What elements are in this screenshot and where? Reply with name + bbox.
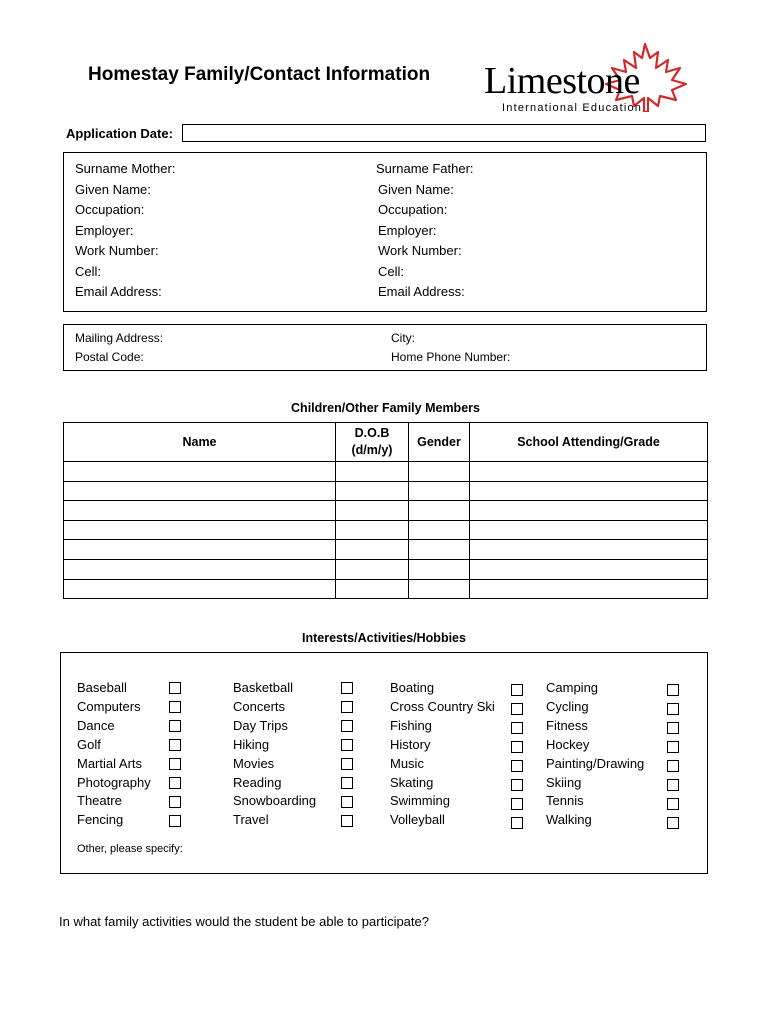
interests-column-3 — [390, 679, 495, 830]
interest-checkbox[interactable] — [341, 720, 353, 732]
application-date-field[interactable] — [182, 124, 706, 142]
dob-header — [336, 423, 409, 462]
home-phone-field[interactable]: Home Phone Number: — [391, 350, 511, 364]
interest-checkbox[interactable] — [341, 796, 353, 808]
gender-cell[interactable] — [409, 559, 470, 579]
interest-label: History — [390, 736, 431, 752]
father-field[interactable]: Work Number: — [378, 243, 462, 258]
interest-label: Travel — [233, 812, 269, 828]
address-box — [63, 324, 707, 371]
interest-label: Dance — [77, 717, 115, 733]
interests-column-1 — [77, 679, 151, 830]
father-field[interactable]: Cell: — [378, 263, 405, 279]
school-cell[interactable] — [470, 540, 708, 560]
school-cell[interactable] — [470, 579, 708, 599]
interest-label: Photography — [77, 774, 151, 790]
family-activities-question: In what family activities would the student be able to participate? — [59, 914, 429, 929]
interest-label: Walking — [546, 812, 592, 828]
interest-checkbox[interactable] — [341, 777, 353, 789]
mother-fields — [75, 159, 175, 303]
mother-field[interactable]: Surname Mother: — [75, 161, 176, 176]
father-field[interactable]: Employer: — [378, 222, 437, 238]
mother-field[interactable]: Email Address: — [75, 284, 162, 299]
family-members-table — [63, 422, 708, 599]
interest-label: Volleyball — [390, 812, 445, 828]
page-title: Homestay Family/Contact Information — [88, 64, 431, 85]
father-field[interactable]: Occupation: — [378, 202, 448, 217]
name-cell[interactable] — [64, 481, 336, 501]
interest-label: Cycling — [546, 698, 589, 714]
interest-label: Computers — [77, 698, 141, 714]
interest-label: Theatre — [77, 793, 122, 809]
dob-cell[interactable] — [336, 520, 409, 540]
interest-label: Reading — [233, 774, 282, 790]
dob-cell[interactable] — [336, 559, 409, 579]
interest-label: Swimming — [390, 793, 450, 809]
dob-cell[interactable] — [336, 462, 409, 482]
interest-checkbox[interactable] — [667, 798, 679, 810]
interest-checkbox[interactable] — [511, 741, 523, 753]
interest-label: Cross Country Ski — [390, 698, 495, 714]
father-fields — [376, 159, 474, 303]
mother-field[interactable]: Work Number: — [75, 243, 159, 258]
gender-cell[interactable] — [409, 520, 470, 540]
mailing-address-field[interactable]: Mailing Address: — [75, 331, 164, 345]
logo-subtitle: International Education — [502, 102, 643, 114]
mother-field[interactable]: Occupation: — [75, 202, 145, 217]
parents-info-box — [63, 152, 707, 312]
limestone-logo — [478, 42, 693, 114]
interest-checkbox[interactable] — [511, 798, 523, 810]
dob-header-line1: D.O.B — [354, 426, 390, 440]
city-field[interactable]: City: — [391, 331, 415, 345]
interest-checkbox[interactable] — [169, 682, 181, 694]
interest-label: Day Trips — [233, 717, 288, 733]
table-row — [64, 501, 708, 521]
interest-label: Fishing — [390, 717, 432, 733]
interest-label: Skiing — [546, 774, 582, 790]
interest-label: Skating — [390, 774, 434, 790]
mother-field[interactable]: Given Name: — [75, 181, 151, 197]
interest-label: Camping — [546, 680, 599, 695]
interest-checkbox[interactable] — [667, 741, 679, 753]
interest-checkbox[interactable] — [169, 739, 181, 751]
name-header: Name — [64, 423, 336, 462]
interest-label: Golf — [77, 736, 101, 752]
interest-label: Concerts — [233, 698, 286, 714]
interest-checkbox[interactable] — [511, 760, 523, 772]
interest-checkbox[interactable] — [169, 758, 181, 770]
interest-checkbox[interactable] — [341, 682, 353, 694]
name-cell[interactable] — [64, 501, 336, 521]
interests-box — [60, 652, 708, 874]
interest-checkbox[interactable] — [511, 703, 523, 715]
interest-checkbox[interactable] — [169, 796, 181, 808]
interest-label: Painting/Drawing — [546, 755, 645, 771]
interest-label: Tennis — [546, 793, 584, 809]
gender-cell[interactable] — [409, 579, 470, 599]
interest-checkbox[interactable] — [341, 815, 353, 827]
table-row — [64, 540, 708, 560]
interest-checkbox[interactable] — [169, 815, 181, 827]
interests-section-title: Interests/Activities/Hobbies — [302, 631, 466, 645]
table-row — [64, 559, 708, 579]
table-row — [64, 481, 708, 501]
dob-cell[interactable] — [336, 501, 409, 521]
name-cell[interactable] — [64, 559, 336, 579]
father-field[interactable]: Email Address: — [378, 284, 465, 299]
interest-label: Hockey — [546, 736, 590, 752]
interest-label: Boating — [390, 680, 435, 695]
mother-field[interactable]: Cell: — [75, 263, 102, 279]
interest-checkbox[interactable] — [667, 703, 679, 715]
mother-field[interactable]: Employer: — [75, 222, 134, 238]
logo-wordmark: Limestone — [484, 60, 640, 102]
interest-label: Fitness — [546, 717, 588, 733]
interests-column-4 — [546, 679, 644, 830]
interest-label: Movies — [233, 755, 275, 771]
interest-checkbox[interactable] — [667, 722, 679, 734]
school-cell[interactable] — [470, 559, 708, 579]
school-cell[interactable] — [470, 520, 708, 540]
father-field[interactable]: Surname Father: — [376, 161, 474, 176]
dob-cell[interactable] — [336, 481, 409, 501]
interest-label: Fencing — [77, 812, 124, 828]
gender-cell[interactable] — [409, 540, 470, 560]
table-header-row — [64, 423, 708, 462]
interest-checkbox[interactable] — [511, 684, 523, 696]
interest-checkbox[interactable] — [169, 777, 181, 789]
school-cell[interactable] — [470, 481, 708, 501]
interest-label: Basketball — [233, 680, 293, 695]
name-cell[interactable] — [64, 540, 336, 560]
table-row — [64, 462, 708, 482]
interest-checkbox[interactable] — [341, 701, 353, 713]
interest-checkbox[interactable] — [511, 722, 523, 734]
interest-checkbox[interactable] — [169, 701, 181, 713]
interests-column-2 — [233, 679, 316, 830]
interest-checkbox[interactable] — [667, 779, 679, 791]
name-cell[interactable] — [64, 579, 336, 599]
gender-cell[interactable] — [409, 481, 470, 501]
other-specify-field[interactable]: Other, please specify: — [77, 843, 183, 855]
interest-label: Martial Arts — [77, 755, 143, 771]
father-field[interactable]: Given Name: — [378, 181, 454, 197]
name-cell[interactable] — [64, 520, 336, 540]
family-section-title: Children/Other Family Members — [291, 401, 480, 415]
interest-label: Hiking — [233, 736, 270, 752]
interest-checkbox[interactable] — [511, 779, 523, 791]
interest-label: Music — [390, 755, 424, 771]
interest-label: Snowboarding — [233, 793, 317, 809]
postal-code-field[interactable]: Postal Code: — [75, 350, 144, 364]
interest-checkbox[interactable] — [667, 817, 679, 829]
application-date-label: Application Date: — [66, 126, 173, 141]
dob-cell[interactable] — [336, 579, 409, 599]
gender-cell[interactable] — [409, 462, 470, 482]
name-cell[interactable] — [64, 462, 336, 482]
table-row — [64, 579, 708, 599]
gender-header: Gender — [409, 423, 470, 462]
school-cell[interactable] — [470, 501, 708, 521]
interest-checkbox[interactable] — [341, 739, 353, 751]
dob-cell[interactable] — [336, 540, 409, 560]
table-row — [64, 520, 708, 540]
interest-label: Baseball — [77, 680, 127, 695]
school-cell[interactable] — [470, 462, 708, 482]
gender-cell[interactable] — [409, 501, 470, 521]
interest-checkbox[interactable] — [667, 684, 679, 696]
school-header: School Attending/Grade — [470, 423, 708, 462]
interest-checkbox[interactable] — [511, 817, 523, 829]
interest-checkbox[interactable] — [341, 758, 353, 770]
interest-checkbox[interactable] — [169, 720, 181, 732]
interest-checkbox[interactable] — [667, 760, 679, 772]
dob-header-line2: (d/m/y) — [351, 443, 393, 457]
